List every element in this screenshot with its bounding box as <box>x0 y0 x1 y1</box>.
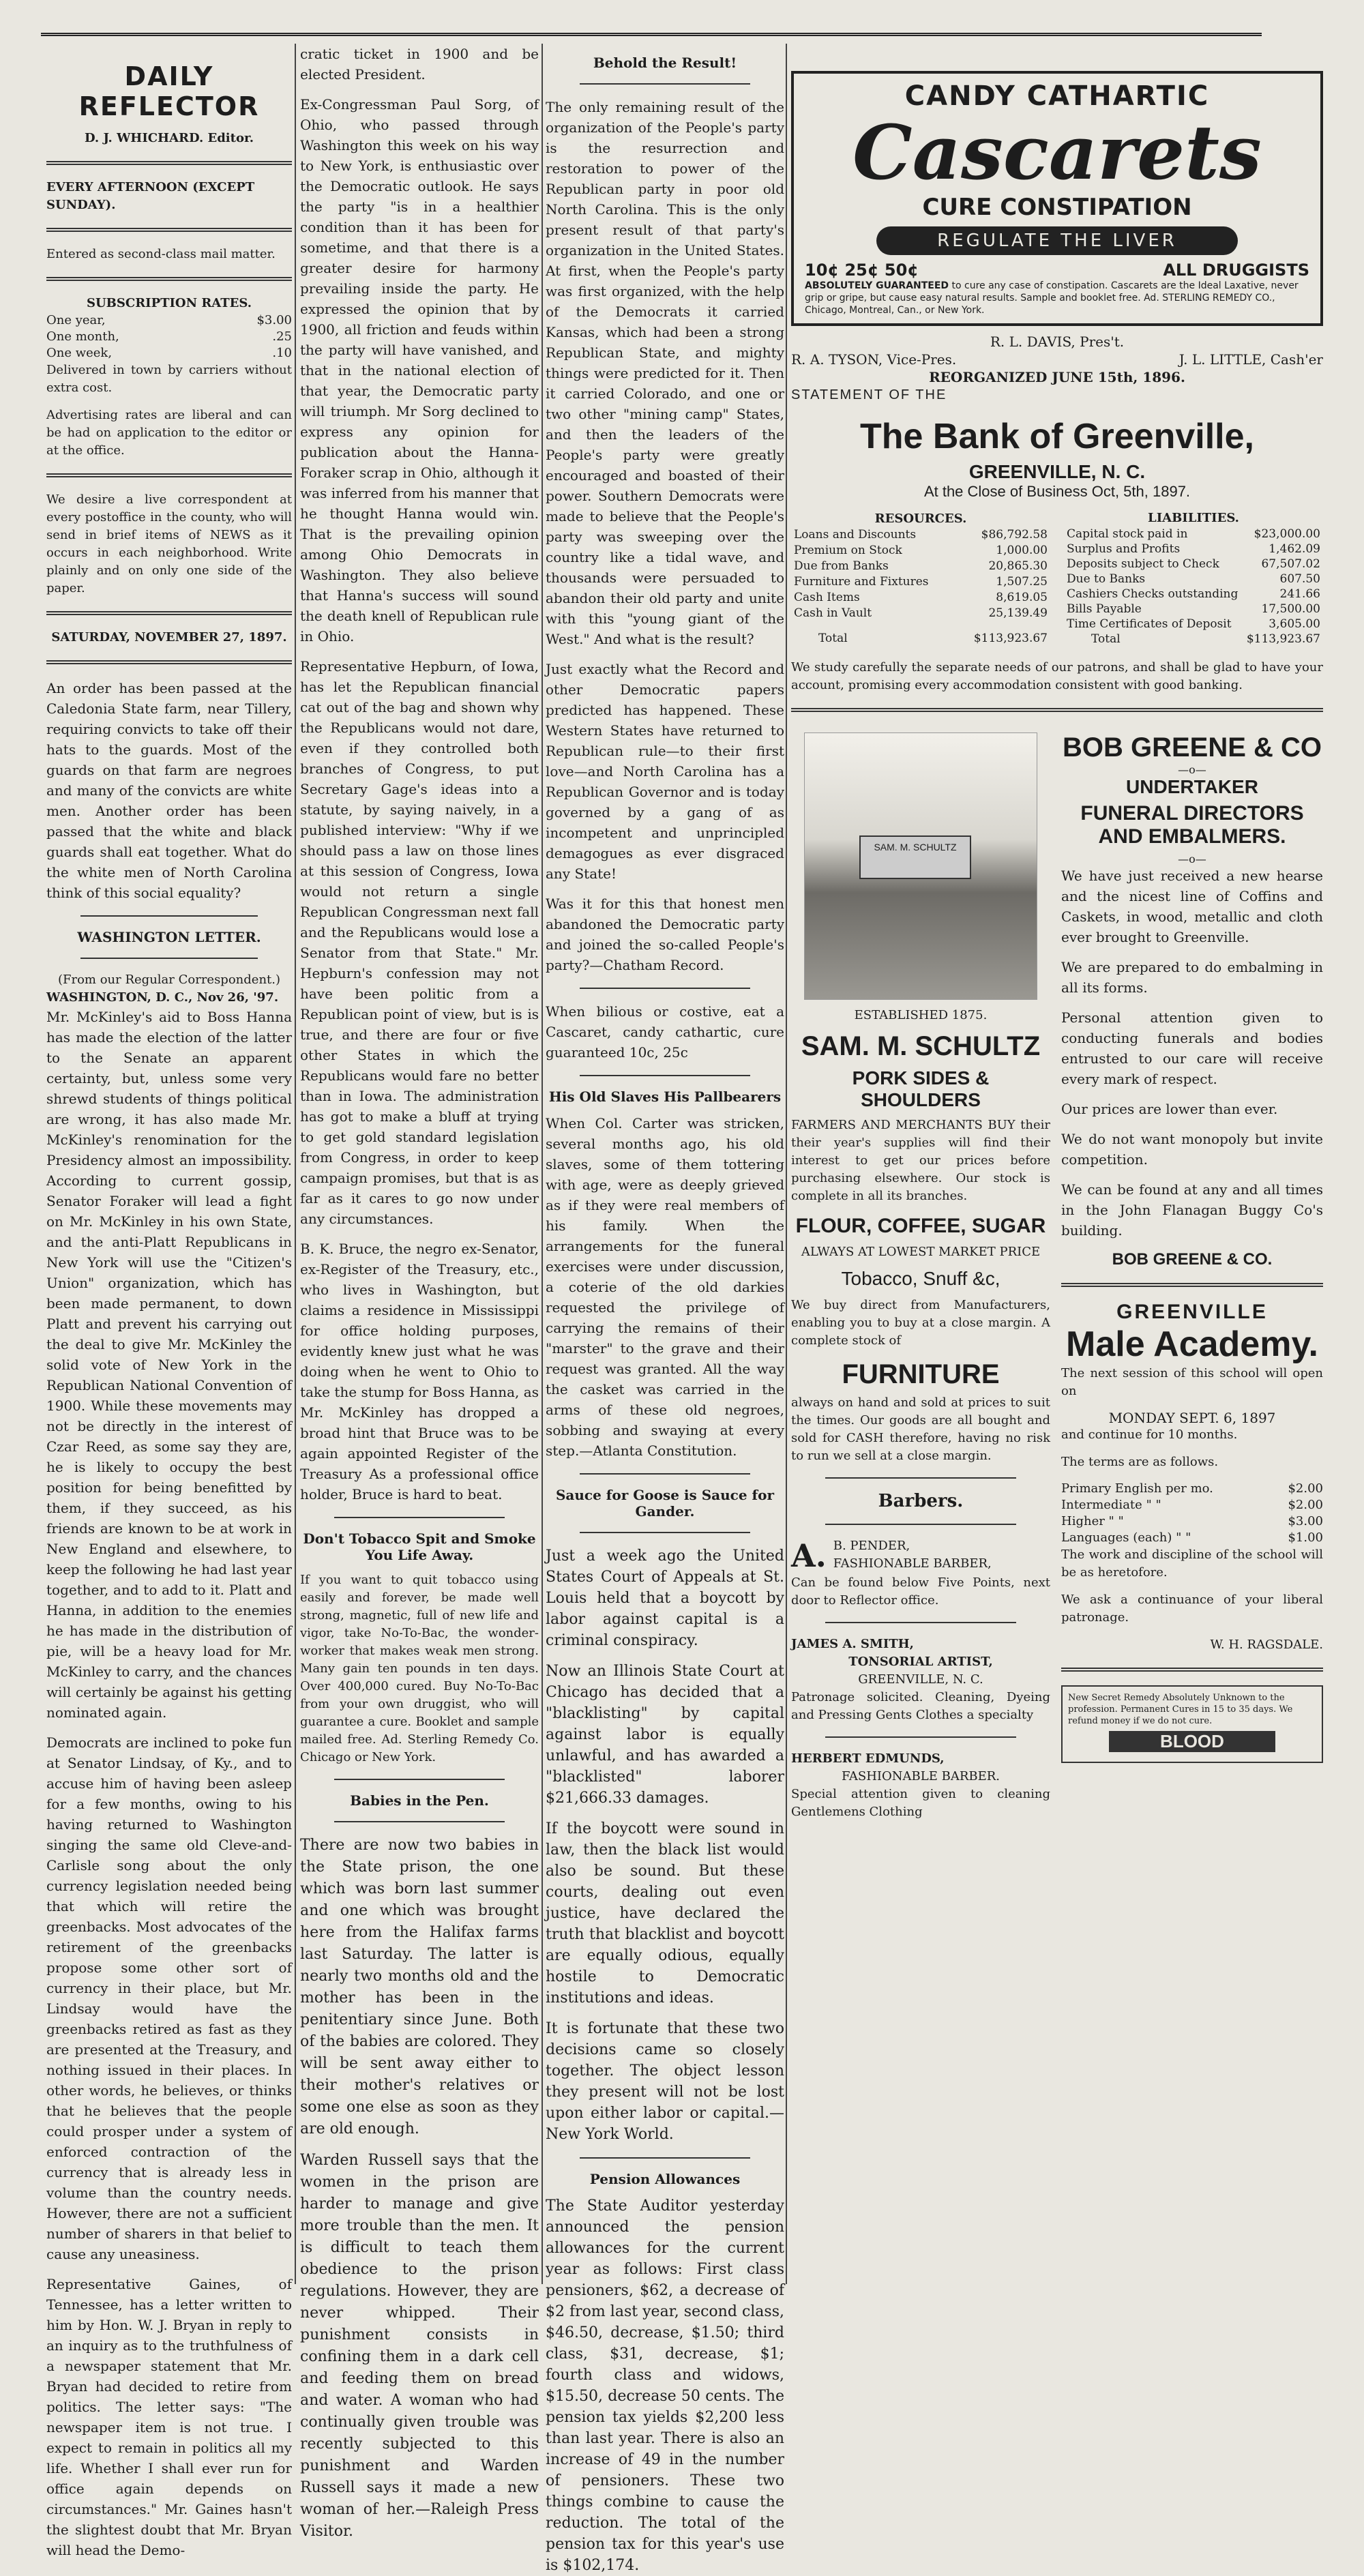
article-paragraph: Was it for this that honest men abandoned the Democratic party and joined the so-called People's party?—Chatham Record. <box>546 895 784 973</box>
column-divider <box>786 44 787 2284</box>
bank-vice: R. A. TYSON, Vice-Pres. <box>791 351 957 368</box>
divider <box>46 228 292 232</box>
cascarets-ad <box>791 71 1323 326</box>
article-paragraph: Representative Gaines, of Tennessee, has a letter written to him by Hon. W. J. Bryan in reply to an inquiry as to the truthfulness of a newspaper statement that Mr. Bryan had decided to retire from politics. The letter says: "The newspaper item is not true. I expect to remain in politics all my life. Whether I shall ever run for office again depends on circumstances." Mr. Gaines hasn't the slightest doubt that Mr. Bryan will head the Demo- <box>46 2276 292 2558</box>
article-paragraph: The State Auditor yesterday announced the pension allowances for the current year as follows: First class pensioners, $62, a decrease of $2 from last year, second class, $46.50, decrease, $1.50; third class, $31, decrease, $1; fourth class and widows, $15.50, decrease 50 cents. The pension tax yields $2,200 less than last year. There is also an increase of 49 in the number of pensioners. These two things combine to cause the reduction. The total of the pension tax for this year's use is $102,174. <box>546 2197 784 2574</box>
table-row: Capital stock paid in $23,000.00 <box>1067 527 1320 541</box>
article-paragraph: Representative Hepburn, of Iowa, has let the Republican financial cat out of the bag and shown why the Republicans would not dare, even if they controlled both branches of Congress, to put Secretary Gage's ideas into a statute, by saying naively, in a published interview: "Why if we should pass a law on those lines at this session of Congress, Iowa would not return a single Republican Congressman next fall and the Republicans would lose a Senator from that State." Mr. Hepburn's confession may not have been politic from a Republican point of view, but is is true, and there are four or five other States in which the Republicans would fare no better than in Iowa. The administration has got to make a bluff at trying to get gold standard legislation from Congress, in order to keep campaign promises, but that is as far as it cares to go now under any circumstances. <box>300 658 539 1227</box>
table-row: Due from Banks 20,865.30 <box>794 559 1048 574</box>
article-paragraph: Ex-Congressman Paul Sorg, of Ohio, who passed through Washington this week on his way to New York, is enthusiastic over the Democratic outlook. He says the party "is in a healthier condition than it has been for sometime, and that there is a greater desire for harmony prevailing inside the party. He expressed the opinion that by 1900, all friction and feuds within the party will have vanished, and that in the national election of that year, the Democratic party will triumph. Mr Sorg declined to express any opinion for publication about the Hanna-Foraker scrap in Ohio, although it was inferred from his manner that he thought Hanna would win. That is the prevailing opinion among Ohio Democrats in Washington. They also believe that Hanna's success will sound the death knell of Republican rule in Ohio. <box>300 96 539 645</box>
ad-text: We ask a continuance of your liberal patronage. <box>1061 1593 1323 1625</box>
article-paragraph: There are now two babies in the State prison, the one which was born last summer and one which was brought here from the Halifax farms last Saturday. The latter is nearly two months old and the mother has been in the penitentiary since June. Both of the babies are colored. They will be sent away either to their mother's relatives or some one else as soon as they are old enough. <box>300 1837 539 2137</box>
article-paragraph: cratic ticket in 1900 and be elected President. <box>300 46 539 83</box>
column-2 <box>300 44 539 2540</box>
table-row: Total $113,923.67 <box>1091 632 1320 646</box>
ad-prices: 10¢ 25¢ 50¢ <box>805 261 919 280</box>
pender-ad: A. B. PENDER, FASHIONABLE BARBER, <box>791 1537 992 1574</box>
ad-text: We can be found at any and all times in the John Flanagan Buggy Co's building. <box>1061 1181 1323 1239</box>
greene-signature: BOB GREENE & CO. <box>1112 1250 1273 1269</box>
smith-title: TONSORIAL ARTIST, <box>848 1655 993 1669</box>
article-paragraph: An order has been passed at the Caledonia State farm, near Tillery, requiring convicts to take off their hats to the guards. Most of the guards on that farm are negroes and many of the convicts are white men. Another order has been passed that the white and black guards shall eat together. What do the white men of North Carolina think of this social equality? <box>46 680 292 901</box>
correspondent-note: We desire a live correspondent at every postoffice in the county, who will send in brief items of NEWS as it occurs in each neighborhood. Write plainly and on only one side of the paper. <box>46 492 292 595</box>
blood-remedy-ad: New Secret Remedy Absolutely Unknown to the profession. Permanent Cures in 15 to 35 days. We refund money if we do not cure. BLOOD <box>1061 1685 1323 1763</box>
ornament: —o— <box>1178 763 1206 776</box>
divider <box>46 611 292 615</box>
bank-statement <box>791 510 1323 647</box>
table-row: Furniture and Fixtures 1,507.25 <box>794 575 1048 589</box>
rate-row: One week, .10 <box>46 346 292 360</box>
bank-cashier: J. L. LITTLE, Cash'er <box>1178 351 1323 368</box>
schultz-ad <box>791 726 1050 1831</box>
academy-city: GREENVILLE <box>1116 1301 1268 1323</box>
liabilities-table <box>1064 510 1323 647</box>
ad-druggists: ALL DRUGGISTS <box>1163 261 1309 280</box>
bank-officer-row <box>791 351 1323 368</box>
table-row: Bills Payable 17,500.00 <box>1067 602 1320 616</box>
masthead-title: DAILY REFLECTOR <box>78 61 260 121</box>
editor-line: D. J. WHICHARD. Editor. <box>84 131 254 145</box>
bank-footer: We study carefully the separate needs of our patrons, and shall be glad to have your account, promising every accommodation consistent with good banking. <box>791 660 1323 692</box>
divider <box>334 1821 505 1822</box>
ad-text: Can be found below Five Points, next door to Reflector office. <box>791 1575 1050 1608</box>
divider <box>580 83 750 85</box>
greene-name: BOB GREENE & CO <box>1062 732 1322 763</box>
divider <box>334 1779 505 1780</box>
article-paragraph: Just a week ago the United States Court of Appeals at St. Louis held that a boycott by labor against capital is a criminal conspiracy. <box>546 1548 784 1649</box>
divider <box>825 1477 1016 1479</box>
ad-text: We are prepared to do embalming in all its forms. <box>1061 959 1323 996</box>
divider <box>791 708 1323 712</box>
ad-fineprint: ABSOLUTELY GUARANTEED to cure any case of constipation. Cascarets are the Ideal Laxative, never grip or gripe, but cause easy natural results. Sample and booklet free. Ad. STERLING REMEDY CO., Chicago, Montreal, Can., or New York. <box>805 280 1299 316</box>
table-row: Surplus and Profits 1,462.09 <box>1067 542 1320 556</box>
store-engraving <box>804 732 1037 1000</box>
divider <box>1061 1283 1323 1287</box>
table-header: LIABILITIES. <box>1148 511 1239 525</box>
article-byline: (From our Regular Correspondent.) <box>57 973 281 987</box>
mail-note: Entered as second-class mail matter. <box>46 247 276 261</box>
ad-tagline: CANDY CATHARTIC <box>904 80 1210 112</box>
academy-name: Male Academy. <box>1066 1324 1318 1364</box>
smith-city: GREENVILLE, N. C. <box>858 1672 983 1687</box>
fee-row: Primary English per mo. $2.00 <box>1061 1481 1323 1496</box>
column-4-ads <box>791 44 1323 2284</box>
bank-president: R. L. DAVIS, Pres't. <box>990 334 1125 350</box>
greene-undertaker: UNDERTAKER <box>1126 776 1258 797</box>
table-row: Loans and Discounts $86,792.58 <box>794 528 1048 542</box>
article-heading: His Old Slaves His Pallbearers <box>548 1089 782 1105</box>
product-line: PORK SIDES & SHOULDERS <box>852 1067 990 1110</box>
ad-text: ALWAYS AT LOWEST MARKET PRICE <box>801 1245 1041 1259</box>
smith-name: JAMES A. SMITH, <box>791 1637 914 1651</box>
bank-officers <box>791 333 1323 404</box>
divider <box>46 277 292 281</box>
column-3 <box>546 44 784 2574</box>
divider <box>580 1473 750 1475</box>
ad-text: and continue for 10 months. <box>1061 1427 1238 1442</box>
table-row: Cash in Vault 25,139.49 <box>794 606 1048 620</box>
divider <box>580 988 750 989</box>
article-paragraph: When Col. Carter was stricken, several months ago, his old slaves, some of them tottering with age, were as deeply grieved as if they were real members of his family. When the arrangements for the funeral exercises were under discussion, a coterie of the old darkies requested the privilege of carrying the remains of their "marster" to the grave and their request was granted. All the way the casket was carried in the arms of these old negroes, sobbing and swaying at every step.—Atlanta Constitution. <box>546 1115 784 1459</box>
ad-text: The work and discipline of the school will be as heretofore. <box>1061 1548 1323 1580</box>
ad-text: We do not want monopoly but invite competition. <box>1061 1131 1323 1168</box>
ad-text: When bilious or costive, eat a Cascaret, candy cathartic, cure guaranteed 10c, 25c <box>546 1003 784 1061</box>
table-header: RESOURCES. <box>874 511 967 526</box>
bank-name: The Bank of Greenville, <box>860 417 1254 456</box>
advertising-note: Advertising rates are liberal and can be had on application to the editor or at the office. <box>46 408 292 458</box>
ad-text: Special attention given to cleaning Gentlemens Clothing <box>791 1787 1050 1819</box>
academy-signature: W. H. RAGSDALE. <box>1210 1638 1323 1652</box>
divider <box>46 161 292 165</box>
ad-heading: Don't Tobacco Spit and Smoke You Life Away. <box>303 1530 536 1563</box>
ad-text: We have just received a new hearse and the nicest line of Coffins and Caskets, in wood, metallic and cloth ever brought to Greenville. <box>1061 868 1323 945</box>
ad-text: The next session of this school will open on <box>1061 1366 1323 1398</box>
table-row: Cash Items 8,619.05 <box>794 591 1048 605</box>
article-paragraph: B. K. Bruce, the negro ex-Senator, ex-Register of the Treasury, etc., who lives in Washington, but claims a residence in Mississippi for office holding purposes, evidently knew just what he was doing when he went to Ohio to take the stump for Boss Hanna, as Mr. McKinley has dropped a broad hint that Bruce was to be again appointed Register of the Treasury As a professional office holder, Bruce is hard to beat. <box>300 1241 539 1502</box>
ad-brand: Cascarets <box>853 108 1262 196</box>
divider <box>46 660 292 664</box>
academy-date: MONDAY SEPT. 6, 1897 <box>1108 1410 1276 1426</box>
article-heading: Behold the Result! <box>593 55 737 71</box>
column-divider <box>542 44 543 2284</box>
divider <box>580 1075 750 1076</box>
bank-statement-label: STATEMENT OF THE <box>791 387 947 402</box>
fee-row: Intermediate " " $2.00 <box>1061 1498 1323 1512</box>
divider <box>580 2157 750 2159</box>
article-paragraph: Just exactly what the Record and other Democratic papers predicted has happened. These Western States have returned to Republican rule—to their first love—and North Carolina has a Republican Governor and is today governed by a gang of as incompetent and unprincipled demagogues as ever disgraced any State! <box>546 661 784 882</box>
ad-text: Personal attention given to conducting funerals and bodies entrusted to our care will receive every mark of respect. <box>1061 1009 1323 1087</box>
ad-claim: CURE CONSTIPATION <box>922 194 1192 221</box>
subscription-heading: SUBSCRIPTION RATES. <box>86 296 252 310</box>
article-paragraph: If the boycott were sound in law, then the black list would also be sound. But these courts, dealing out even justice, have declared the truth that blacklist and boycott are equally odious, equally hostile to Democratic institutions and ideas. <box>546 1820 784 2007</box>
ad-band: REGULATE THE LIVER <box>876 226 1238 255</box>
divider <box>825 1524 1016 1525</box>
fee-row: Higher " " $3.00 <box>1061 1514 1323 1528</box>
article-paragraph: Warden Russell says that the women in the prison are harder to manage and give more trouble than the men. It is difficult to teach them obedience to the prison regulations. However, they are never whipped. Their punishment consists in confining them in a dark cell and feeding them on bread and water. A woman who had continually given trouble was recently subjected to this punishment and Warden Russell says it made a new woman of her.—Raleigh Press Visitor. <box>300 2152 539 2540</box>
table-row: Total $113,923.67 <box>818 632 1048 646</box>
top-rule <box>41 33 1262 36</box>
divider <box>334 1517 505 1518</box>
product-line: FLOUR, COFFEE, SUGAR <box>795 1215 1046 1237</box>
article-paragraph: It is fortunate that these two decisions came so closely together. The object lesson they present will not be lost upon either labor or capital.—New York World. <box>546 2020 784 2143</box>
article-heading: WASHINGTON LETTER. <box>77 929 261 945</box>
resources-table <box>791 510 1050 647</box>
article-heading: Pension Allowances <box>589 2171 741 2187</box>
article-paragraph: Mr. McKinley's aid to Boss Hanna has made the election of the latter to the Senate an apparent certainty, but, unless some very shrewd students of things political are wrong, it has also made Mr. McKinley's renomination for the Presidency almost an impossibility. According to current gossip, Senator Foraker will lead a fight on Mr. McKinley in his own State, and the anti-Platt Republicans in New York will use the "Citizen's Union" organization, which has been made permanent, to down Platt and prevent his carrying out the deal to give Mr. McKinley the solid vote of New York in the Republican National Convention of 1900. While these movements may not be directly in the interest of Czar Reed, as some say they are, he is likely to occupy the best position for being benefitted by them, if they succeed, as his friends are known to be at work in New England and elsewhere, to keep the following he had last year together, and to add to it. Platt and Hanna, in addition to the enemies he has made in the distribution of pie, will be a heavy load for Mr. McKinley to carry, and the chances will certainly be against his getting nominated again. <box>46 1009 292 1721</box>
ad-text: always on hand and sold at prices to suit the times. Our goods are all bought and sold for CASH therefore, having no risk to run we sell at a close margin. <box>791 1395 1050 1463</box>
established-line: ESTABLISHED 1875. <box>854 1008 988 1022</box>
divider <box>580 1532 750 1533</box>
ad-price-row <box>805 261 1309 280</box>
rate-row: One year, $3.00 <box>46 313 292 327</box>
ad-text: We buy direct from Manufacturers, enabling you to buy at a close margin. A complete stock of <box>791 1298 1050 1348</box>
table-row: Deposits subject to Check 67,507.02 <box>1067 557 1320 571</box>
store-sign: SAM. M. SCHULTZ <box>859 835 971 879</box>
barbers-heading: Barbers. <box>878 1491 964 1511</box>
product-line: Tobacco, Snuff &c, <box>841 1268 1000 1289</box>
article-paragraph: Democrats are inclined to poke fun at Senator Lindsay, of Ky., and to accuse him of having been asleep for a few months, owing to his having returned to Washington singing the same old Cleve-and-Carlisle song about the only currency legislation needed being that which will retire the greenbacks. Most advocates of the retirement of the greenbacks propose some other sort of currency in their place, but Mr. Lindsay would have the greenbacks retired as fast as they are presented at the Treasury, and nothing issued in their places. In other words, he believes, or thinks that he believes that the people could prosper under a system of enforced contraction of the currency that is already less in volume than the country needs. However, there are not a sufficient number of sharers in that belief to cause any uneasiness. <box>46 1734 292 2262</box>
publication-note: EVERY AFTERNOON (EXCEPT SUNDAY). <box>46 180 255 212</box>
divider <box>80 958 258 959</box>
edmunds-name: HERBERT EDMUNDS, <box>791 1751 945 1766</box>
greene-funeral: FUNERAL DIRECTORS AND EMBALMERS. <box>1080 802 1304 848</box>
delivery-note: Delivered in town by carriers without extra cost. <box>46 363 292 395</box>
column-divider <box>295 44 296 2284</box>
fee-row: Languages (each) " " $1.00 <box>1061 1530 1323 1545</box>
greene-academy-ads <box>1061 726 1323 1831</box>
ad-text: If you want to quit tobacco using easily and forever, be made well strong, magnetic, full of new life and vigor, take No-To-Bac, the wonder-worker that makes weak men strong. Many gain ten pounds in ten days. Over 400,000 cured. Buy No-To-Bac from your own druggist, who will guarantee a cure. Booklet and sample mailed free. Ad. Sterling Remedy Co. Chicago or New York. <box>300 1573 539 1764</box>
divider <box>825 1622 1016 1623</box>
ornament: —o— <box>1178 853 1206 865</box>
article-heading: Babies in the Pen. <box>350 1792 489 1809</box>
table-row: Time Certificates of Deposit 3,605.00 <box>1067 617 1320 631</box>
edmunds-title: FASHIONABLE BARBER. <box>841 1769 1000 1783</box>
ad-text: FARMERS AND MERCHANTS BUY their their year's supplies will find their interest to get our prices before purchasing elsewhere. Our stock is complete in all its branches. <box>791 1118 1050 1203</box>
subscription-rates <box>46 312 292 361</box>
ad-text: The terms are as follows. <box>1061 1455 1219 1469</box>
divider <box>80 915 258 917</box>
bank-date: At the Close of Business Oct, 5th, 1897. <box>923 483 1191 500</box>
issue-date: SATURDAY, NOVEMBER 27, 1897. <box>51 630 287 645</box>
bank-city: GREENVILLE, N. C. <box>968 461 1146 482</box>
product-line: FURNITURE <box>842 1359 1000 1389</box>
article-dateline: WASHINGTON, D. C., Nov 26, '97. <box>46 990 279 1005</box>
ad-text: Patronage solicited. Cleaning, Dyeing and Pressing Gents Clothes a specialty <box>791 1690 1050 1722</box>
column-1 <box>46 44 292 2558</box>
divider <box>825 1736 1016 1738</box>
fee-list <box>1061 1481 1323 1546</box>
table-row: Cashiers Checks outstanding 241.66 <box>1067 587 1320 601</box>
store-name: SAM. M. SCHULTZ <box>801 1031 1041 1061</box>
divider <box>1061 1668 1323 1672</box>
article-paragraph: The only remaining result of the organization of the People's party is the resurrection and restoration to power of the Republican party in poor old North Carolina. This is the only present result of that party's organization in the United States. At first, when the People's party was first organized, with the help of the Democrats it carried Kansas, which had been a strong Republican State, and mighty things were predicted for it. Then it carried Colorado, and one or two other "mining camp" States, and then the leaders of the People's party were greatly encouraged and boasted of their power. Southern Democrats were made to believe that the People's party was sweeping over the country like a tidal wave, and thousands were persuaded to abandon their old party and unite with this "young giant of the West." And what is the result? <box>546 99 784 647</box>
lower-ads <box>791 726 1323 1831</box>
bank-reorganized: REORGANIZED JUNE 15th, 1896. <box>929 369 1185 385</box>
ad-guarantee: ABSOLUTELY GUARANTEED <box>805 280 949 291</box>
ad-text: Our prices are lower than ever. <box>1061 1101 1278 1117</box>
table-row: Due to Banks 607.50 <box>1067 572 1320 586</box>
divider <box>46 473 292 477</box>
table-row: Premium on Stock 1,000.00 <box>794 544 1048 558</box>
article-paragraph: Now an Illinois State Court at Chicago has decided that a "blacklisting" by capital against labor is equally unlawful, and has awarded a "blacklisted" laborer $21,666.33 damages. <box>546 1663 784 1807</box>
article-heading: Sauce for Goose is Sauce for Gander. <box>555 1487 775 1520</box>
rate-row: One month, .25 <box>46 329 292 344</box>
